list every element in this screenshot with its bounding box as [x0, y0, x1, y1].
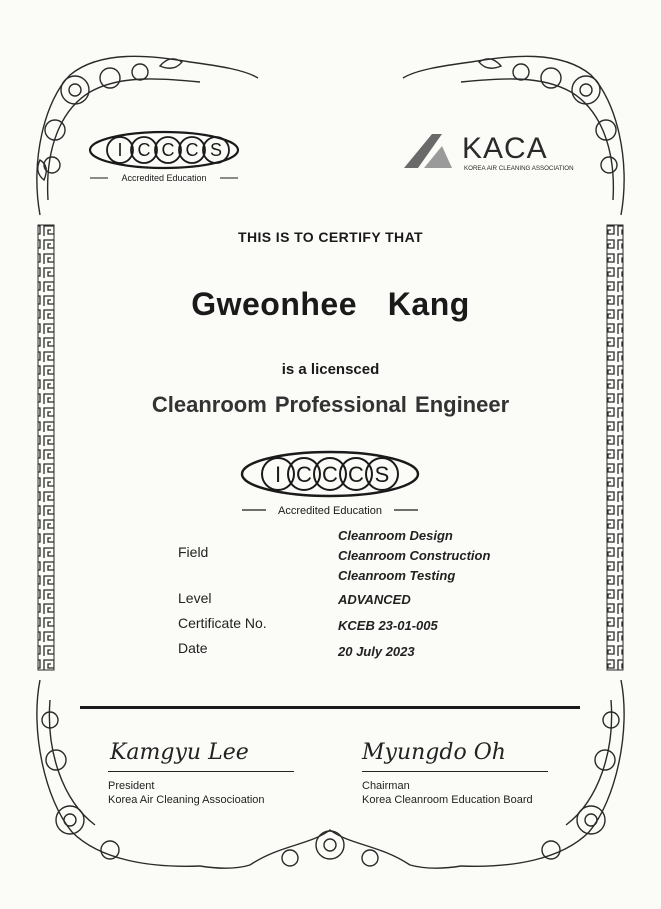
level-label: Level [178, 590, 212, 606]
iccs-caption: Accredited Education [121, 173, 207, 183]
date-label: Date [178, 640, 208, 656]
iccs-letter: C [137, 140, 151, 160]
kaca-caption: KOREA AIR CLEANING ASSOCIATION [464, 165, 574, 172]
signature-chairman: Myungdo Oh [362, 740, 506, 765]
iccs-letter: I [274, 462, 282, 487]
iccs-logo [86, 128, 242, 184]
signatory-role: Chairman [362, 780, 410, 792]
certificate-title: Cleanroom Professional Engineer [151, 392, 510, 417]
field-value: Cleanroom Design [338, 528, 453, 543]
iccs-letter: I [117, 140, 123, 160]
certify-intro: THIS IS TO CERTIFY THAT [238, 229, 423, 245]
iccs-letter: C [296, 462, 312, 487]
date-value: 20 July 2023 [338, 644, 415, 659]
field-label: Field [178, 544, 209, 560]
signatory-chairman [362, 779, 533, 807]
kaca-logo [402, 128, 578, 174]
signatory-president [108, 779, 265, 807]
recipient-name: Gweonhee Kang [191, 286, 470, 322]
signatory-org: Korea Air Cleaning Associoation [108, 794, 265, 806]
signatory-role: President [108, 780, 155, 792]
iccs-letter: C [322, 462, 338, 487]
field-value: Cleanroom Construction [338, 548, 491, 563]
iccs-letter: C [348, 462, 364, 487]
iccs-letter: S [209, 140, 223, 160]
iccs-caption: Accredited Education [278, 505, 382, 517]
divider-rule [80, 706, 580, 709]
signature-line [108, 771, 294, 772]
cert-no-label: Certificate No. [178, 615, 267, 631]
cert-no-value: KCEB 23-01-005 [338, 618, 438, 633]
iccs-letter: C [185, 140, 199, 160]
field-value: Cleanroom Testing [338, 568, 456, 583]
kaca-name: KACA [462, 132, 548, 165]
signatory-org: Korea Cleanroom Education Board [362, 794, 533, 806]
level-value: ADVANCED [338, 592, 411, 607]
licensed-text: is a licensced [281, 361, 380, 378]
iccs-letter: C [161, 140, 175, 160]
iccs-letter: S [374, 462, 390, 487]
iccs-logo-center [238, 448, 422, 518]
signature-president: Kamgyu Lee [110, 740, 249, 765]
signature-line [362, 771, 548, 772]
